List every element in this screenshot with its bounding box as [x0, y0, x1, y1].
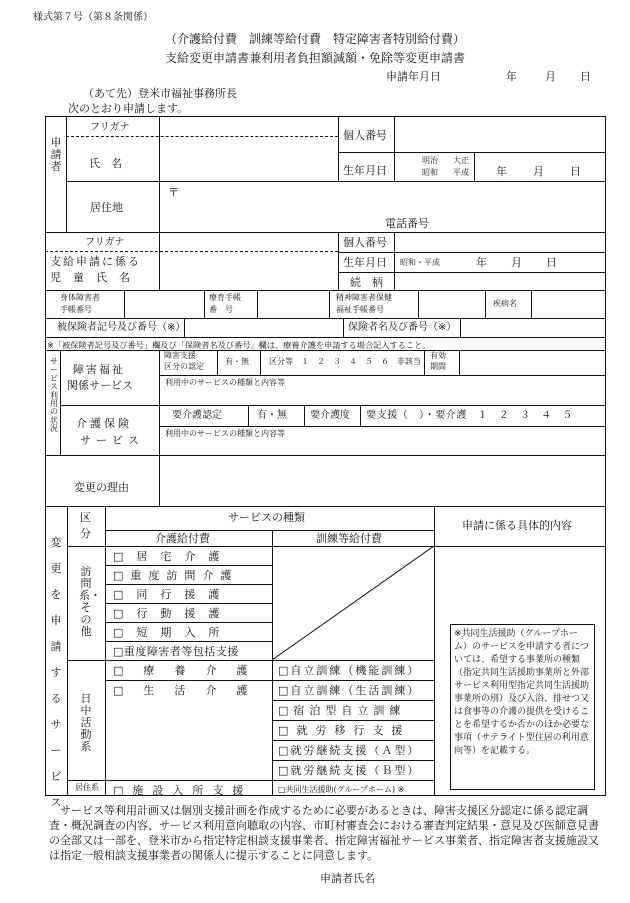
era-heisei: 平成: [453, 168, 469, 177]
welfare-services-label-2: 関係サービス: [67, 379, 133, 392]
date-year-label: 年: [506, 70, 517, 83]
service-usage-side-label: サービス利用の状況: [50, 357, 58, 434]
service-employment-type-a[interactable]: □就労継続支援（Ａ型）: [278, 744, 421, 757]
support-category-levels: 区分等 １ ２ ３ ４ ５ ６ 非該当: [269, 357, 421, 366]
postal-mark: 〒: [168, 186, 179, 199]
era-showa: 昭和: [422, 168, 438, 177]
applicant-birth-month: 月: [533, 165, 544, 178]
not-applicable-diagonal: [272, 546, 434, 660]
valid-period-label-1: 有効: [430, 351, 446, 360]
service-employment-transition[interactable]: □就労移行支援: [278, 724, 411, 737]
care-level-scale: 要支援（ ）・要介護 １ ２ ３ ４ ５: [366, 410, 573, 421]
era-taisho: 大正: [453, 156, 469, 165]
child-personal-no-label: 個人番号: [343, 236, 387, 249]
service-home-care[interactable]: □居宅介護: [113, 550, 233, 563]
support-category-yes-no: 有・無: [225, 357, 249, 366]
detail-header: 申請に係る具体的内容: [462, 519, 572, 532]
insurance-note: ※「被保険者記号及び番号」欄及び「保険者名及び番号」欄は、療養介護を申請する場合記入すること。: [47, 340, 431, 350]
service-facility-support[interactable]: □施設入所支援: [113, 784, 253, 797]
application-date-label: 申請年月日: [386, 70, 441, 83]
applicant-birth-label: 生年月日: [343, 164, 387, 177]
mental-handbook-label-2: 福祉手帳番号: [336, 305, 384, 314]
applicant-address-label: 居住地: [90, 201, 123, 214]
rehab-handbook-label-2: 番 号: [209, 305, 233, 314]
group-day-label: 日中活動系: [80, 692, 92, 754]
service-short-stay[interactable]: □短期入所: [113, 626, 233, 639]
kubun-col-label-1: 区: [80, 511, 91, 524]
date-month-label: 月: [545, 70, 556, 83]
child-name-label-1: 支給申請に係る: [50, 255, 141, 268]
care-detail-label: 利用中のサービスの種類と内容等: [165, 429, 285, 438]
care-cert-yes-no: 有・無: [257, 410, 287, 421]
date-day-label: 日: [580, 70, 591, 83]
service-employment-type-b[interactable]: □就労継続支援（Ｂ型）: [278, 764, 421, 777]
care-benefits-header: 介護給付費: [155, 532, 210, 545]
valid-period-label-2: 期間: [430, 362, 446, 371]
child-furigana-label: フリガナ: [85, 237, 125, 248]
addressee: （あて先）登米市福祉事務所長: [83, 87, 237, 100]
insurer-label: 保険者名及び番号（※）: [348, 322, 457, 333]
service-functional-training[interactable]: □自立訓練（機能訓練）: [278, 664, 421, 677]
training-benefits-header: 訓練等給付費: [316, 532, 382, 545]
consent-text: サービス等利用計画又は個別支援計画を作成するために必要があるときは、障害支援区分認定に係る認定調査・概況調査の内容、サービス利用意向聴取の内容、市町村審査会における審査判定結果・意見及び医師意見書の全部又は一部を、登米市から指定特定相談支援事業者、指定障害福祉サービス事業者、指定障害者支援施設又は指定一般相談支援事業者の関係人に提示することに同意します。: [49, 804, 599, 862]
era-meiji: 明治: [422, 156, 438, 165]
service-severe-visit-care[interactable]: □重度訪問介護: [113, 569, 239, 582]
applicant-personal-no-label: 個人番号: [343, 129, 387, 142]
service-group-home[interactable]: □共同生活援助(グループホーム) ※: [278, 785, 405, 794]
child-era: 昭和・平成: [400, 258, 440, 267]
applicant-phone-label: 電話番号: [385, 217, 429, 230]
rehab-handbook-label-1: 療育手帳: [209, 293, 241, 302]
welfare-services-label-1: 障害福祉: [73, 363, 125, 376]
signature-label: 申請者氏名: [320, 872, 375, 885]
child-name-label-2: 児童氏名: [50, 271, 142, 284]
service-accompany-support[interactable]: □同行援護: [113, 588, 233, 601]
intro-text: 次のとおり申請します。: [68, 102, 189, 115]
kubun-col-label-2: 分: [80, 527, 91, 540]
applicant-birth-day: 日: [570, 165, 581, 178]
welfare-detail-label: 利用中のサービスの種類と内容等: [165, 378, 285, 387]
disease-name-label: 疾病名: [493, 299, 517, 308]
care-level-label: 要介護度: [310, 410, 350, 421]
service-comprehensive-support[interactable]: □重度障害者等包括支援: [113, 645, 239, 658]
applicant-birth-year: 年: [496, 165, 507, 178]
care-cert-label: 要介護認定: [172, 410, 222, 421]
physical-handbook-label-2: 手帳番号: [60, 305, 92, 314]
form-title-line2: 支給変更申請書兼利用者負担額減額・免除等変更申請書: [164, 51, 465, 65]
care-insurance-label-1: 介護保険: [76, 417, 132, 430]
child-birth-label: 生年月日: [343, 256, 387, 269]
child-birth-year: 年: [476, 256, 487, 269]
mental-handbook-label-1: 精神障害者保健: [336, 293, 392, 302]
service-residential-training[interactable]: □宿泊型自立訓練: [278, 704, 406, 717]
insured-number-label: 被保険者記号及び番号（※）: [57, 322, 186, 333]
form-number: 様式第７号（第８条関係）: [33, 12, 153, 23]
applicant-furigana-label: フリガナ: [90, 122, 130, 133]
physical-handbook-label-1: 身体障害者: [60, 293, 100, 302]
child-relation-label: 続 柄: [350, 276, 383, 289]
change-services-side-label: 変更を申請するサービス: [50, 536, 62, 809]
service-medical-care[interactable]: □療養介護: [113, 664, 268, 677]
group-home-note: ※共同生活援助（グループホーム）のサービスを申請する者については、希望する事業所の種類（指定共同生活援助事業所と外部サービス利用型指定共同生活援助事業所の別）及び入浴、排せつ又は食事等の介護の提供を受けることを希望するか否かのほか必要な事項（サテライト型住居の利用意向等）を記載する。: [450, 624, 595, 790]
group-visit-label: 訪問系・その他: [79, 565, 101, 639]
group-resident-label: 居住系: [75, 783, 99, 792]
child-birth-month: 月: [511, 256, 522, 269]
support-category-label-1: 障害支援: [164, 351, 196, 360]
child-birth-day: 日: [546, 256, 557, 269]
service-types-header: サービスの種類: [228, 511, 305, 524]
care-insurance-label-2: サービス: [80, 434, 144, 447]
service-life-care[interactable]: □生活介護: [113, 684, 268, 697]
form-title-line1: （介護給付費 訓練等給付費 特定障害者特別給付費）: [164, 32, 465, 46]
change-reason-label: 変更の理由: [74, 481, 129, 494]
service-behavior-support[interactable]: □行動援護: [113, 607, 233, 620]
support-category-label-2: 区分の認定: [164, 362, 204, 371]
service-life-training[interactable]: □自立訓練（生活訓練）: [278, 684, 421, 697]
applicant-name-label: 氏 名: [89, 157, 122, 170]
applicant-side-label: 申請者: [50, 136, 62, 174]
